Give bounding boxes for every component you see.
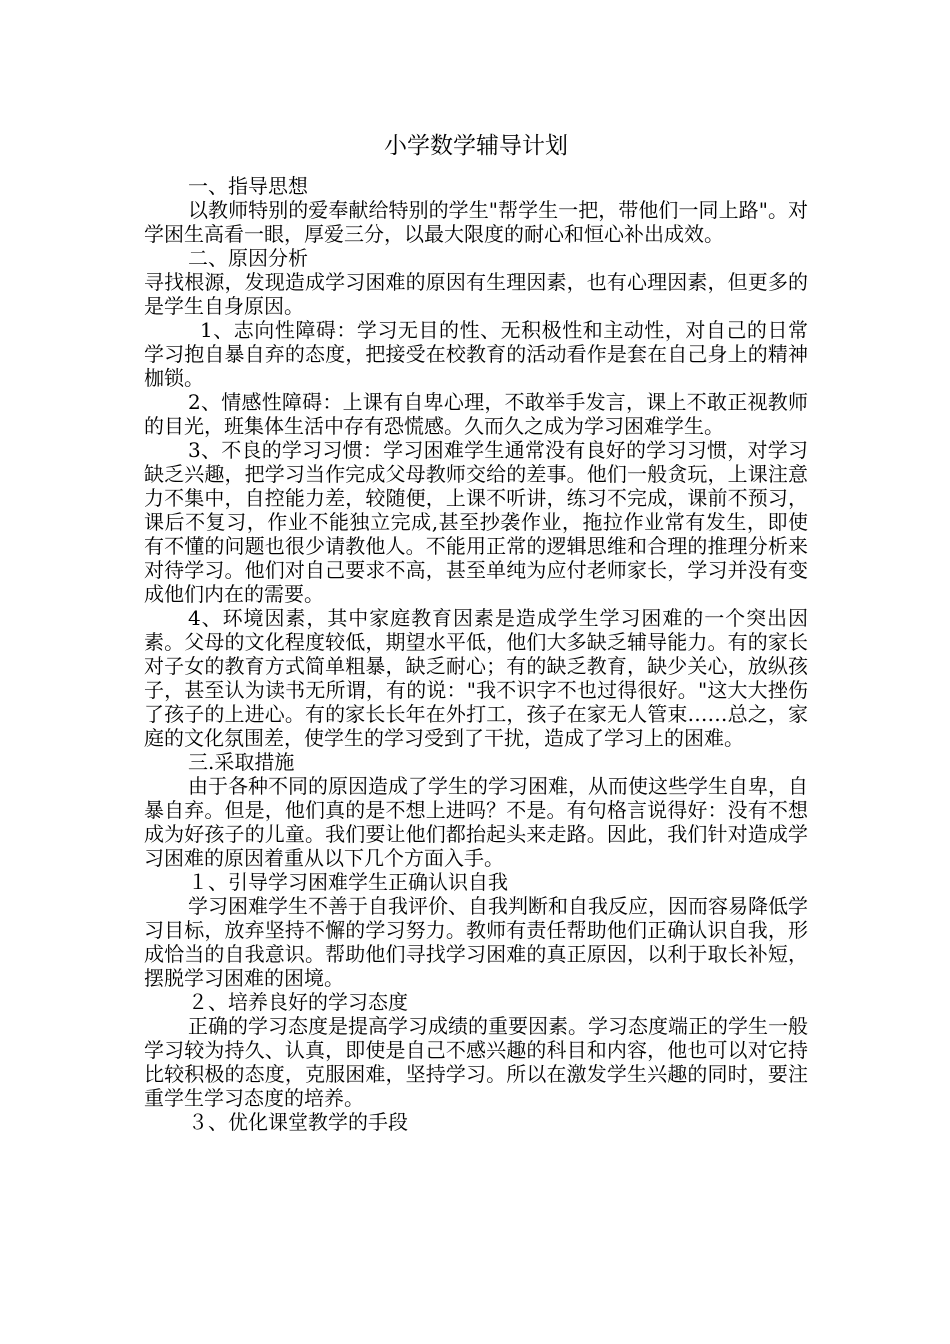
paragraph-cause-4: 4、环境因素，其中家庭教育因素是造成学生学习困难的一个突出因素。父母的文化程度较低，期望水平低，他们大多缺乏辅导能力。有的家长对子女的教育方式简单粗暴，缺乏耐心；有的缺乏教育，缺少关心，放纵孩子，甚至认为读书无所谓，有的说："我不识字不也过得很好。"这大大挫伤了孩子的上进心。有的家长长年在外打工，孩子在家无人管束……总之，家庭的文化氛围差，使学生的学习受到了干扰，造成了学习上的困难。 xyxy=(144,606,808,750)
paragraph-cause-2: 2、情感性障碍：上课有自卑心理，不敢举手发言，课上不敢正视教师的目光，班集体生活中存有恐慌感。久而久之成为学习困难学生。 xyxy=(144,390,808,438)
paragraph-measure-2: 正确的学习态度是提高学习成绩的重要因素。学习态度端正的学生一般学习较为持久、认真，即使是自己不感兴趣的科目和内容，他也可以对它持比较积极的态度，克服困难，坚持学习。所以在激发学生兴趣的同时，要注重学生学习态度的培养。 xyxy=(144,1014,808,1110)
paragraph-guiding-thought: 以教师特别的爱奉献给特别的学生"帮学生一把，带他们一同上路"。对学困生高看一眼，厚爱三分，以最大限度的耐心和恒心补出成效。 xyxy=(144,198,808,246)
document-page xyxy=(144,132,808,1134)
paragraph-cause-3: 3、不良的学习习惯：学习困难学生通常没有良好的学习习惯，对学习缺乏兴趣，把学习当作完成父母教师交给的差事。他们一般贪玩，上课注意力不集中，自控能力差，较随便，上课不听讲，练习不完成，课前不预习，课后不复习，作业不能独立完成,甚至抄袭作业，拖拉作业常有发生，即使有不懂的问题也很少请教他人。不能用正常的逻辑思维和合理的推理分析来对待学习。他们对自己要求不高，甚至单纯为应付老师家长，学习并没有变成他们内在的需要。 xyxy=(144,438,808,606)
subheading-measure-2: ２、培养良好的学习态度 xyxy=(188,990,408,1014)
paragraph-measure-1: 学习困难学生不善于自我评价、自我判断和自我反应，因而容易降低学习目标，放弃坚持不懈的学习努力。教师有责任帮助他们正确认识自我，形成恰当的自我意识。帮助他们寻找学习困难的真正原因，以利于取长补短，摆脱学习困难的困境。 xyxy=(144,894,808,990)
subheading-measure-3: ３、优化课堂教学的手段 xyxy=(188,1110,408,1134)
document-title: 小学数学辅导计划 xyxy=(384,133,568,159)
section-heading-cause-analysis: 二、原因分析 xyxy=(188,246,308,270)
section-heading-measures: 三.采取措施 xyxy=(188,750,295,774)
paragraph-cause-1: 1、志向性障碍：学习无目的性、无积极性和主动性，对自己的日常学习抱自暴自弃的态度，把接受在校教育的活动看作是套在自己身上的精神枷锁。 xyxy=(144,318,808,390)
paragraph-measures-intro: 由于各种不同的原因造成了学生的学习困难，从而使这些学生自卑，自暴自弃。但是，他们真的是不想上进吗？不是。有句格言说得好：没有不想成为好孩子的儿童。我们要让他们都抬起头来走路。因此，我们针对造成学习困难的原因着重从以下几个方面入手。 xyxy=(144,774,808,870)
section-heading-guiding-thought: 一、指导思想 xyxy=(188,174,308,198)
paragraph-cause-intro: 寻找根源，发现造成学习困难的原因有生理因素，也有心理因素，但更多的是学生自身原因。 xyxy=(144,270,808,318)
subheading-measure-1: １、引导学习困难学生正确认识自我 xyxy=(188,870,508,894)
